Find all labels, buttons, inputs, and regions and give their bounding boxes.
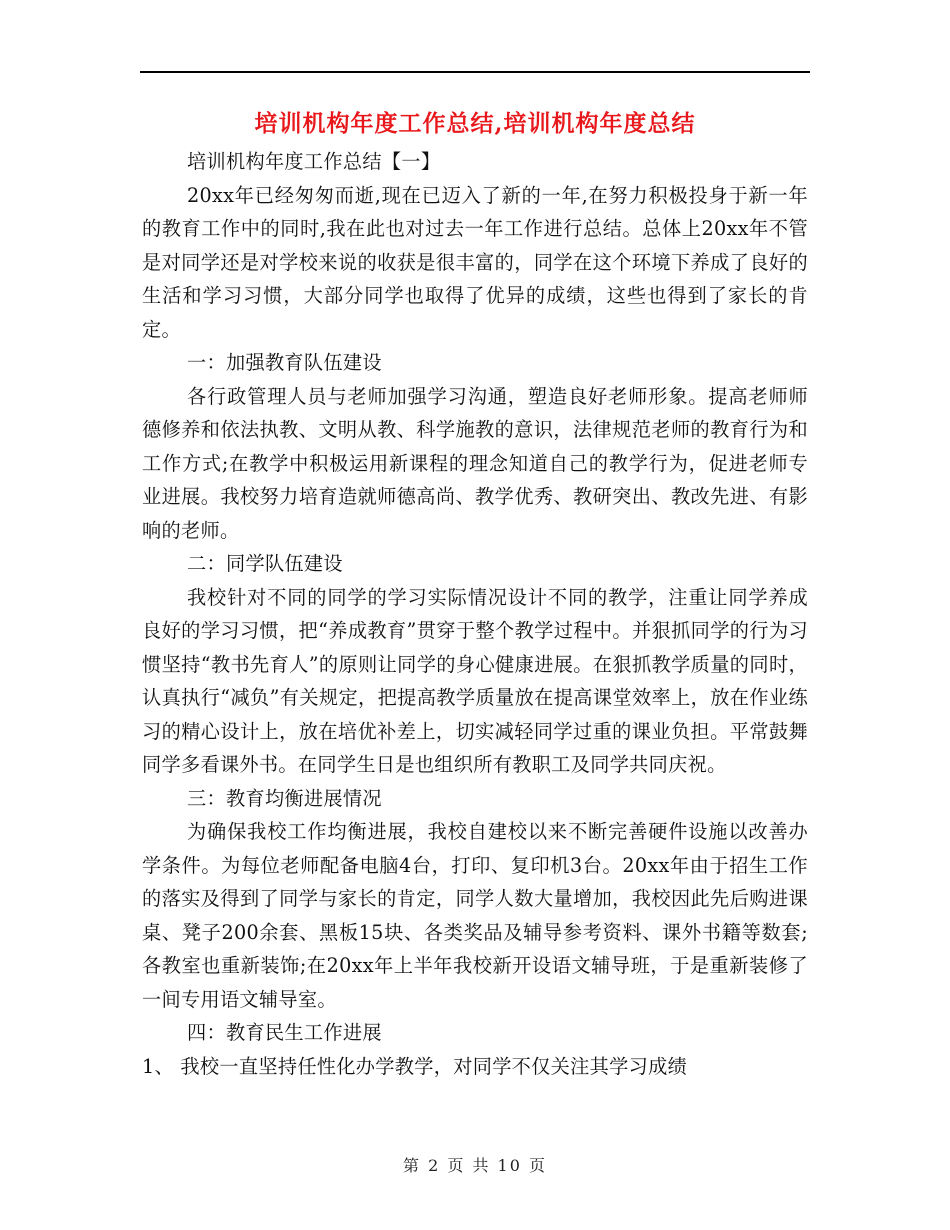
section-heading-4: 四：教育民生工作进展 [187,1021,382,1044]
document-title: 培训机构年度工作总结,培训机构年度总结 [254,110,696,137]
document-body [142,145,808,1083]
section-heading-3: 三：教育均衡进展情况 [187,786,382,810]
header-rule [140,71,810,73]
paragraph-intro: 20xx年已经匆匆而逝,现在已迈入了新的一年,在努力积极投身于新一年的教育工作中的同时,我在此也对过去一年工作进行总结。总体上20xx年不管是对同学还是对学校来说的收获是很丰富的，同学在这个环境下养成了良好的生活和学习习惯，大部分同学也取得了优异的成绩，这些也得到了家长的肯定。 [142,183,808,341]
paragraph-balanced-development: 为确保我校工作均衡进展，我校自建校以来不断完善硬件设施以改善办学条件。为每位老师配备电脑4台，打印、复印机3台。20xx年由于招生工作的落实及得到了同学与家长的肯定，同学人数大量增加，我校因此先后购进课桌、凳子200余套、黑板15块、各类奖品及辅导参考资料、课外书籍等数套;各教室也重新装饰;在20xx年上半年我校新开设语文辅导班，于是重新装修了一间专用语文辅导室。 [142,820,808,1011]
section-heading-2: 二：同学队伍建设 [187,552,343,575]
paragraph-student-team: 我校针对不同的同学的学习实际情况设计不同的教学，注重让同学养成良好的学习习惯，把“养成教育”贯穿于整个教学过程中。并狠抓同学的行为习惯坚持“教书先育人”的原则让同学的身心健康进展。在狠抓教学质量的同时，认真执行“减负”有关规定，把提高教学质量放在提高课堂效率上，放在作业练习的精心设计上，放在培优补差上，切实减轻同学过重的课业负担。平常鼓舞同学多看课外书。在同学生日是也组织所有教职工及同学共同庆祝。 [142,585,808,776]
page-number-footer: 第 2 页 共 10 页 [403,1156,547,1175]
section-subtitle: 培训机构年度工作总结【一】 [187,150,441,173]
section-heading-1: 一：加强教育队伍建设 [187,351,382,374]
paragraph-teacher-team: 各行政管理人员与老师加强学习沟通，塑造良好老师形象。提高老师师德修养和依法执教、文明从教、科学施教的意识，法律规范老师的教育行为和工作方式;在教学中积极运用新课程的理念知道自己的教学行为，促进老师专业进展。我校努力培育造就师德高尚、教学优秀、教研突出、教改先进、有影响的老师。 [142,384,808,542]
paragraph-item-1: 1、 我校一直坚持任性化办学教学，对同学不仅关注其学习成绩 [142,1054,688,1078]
